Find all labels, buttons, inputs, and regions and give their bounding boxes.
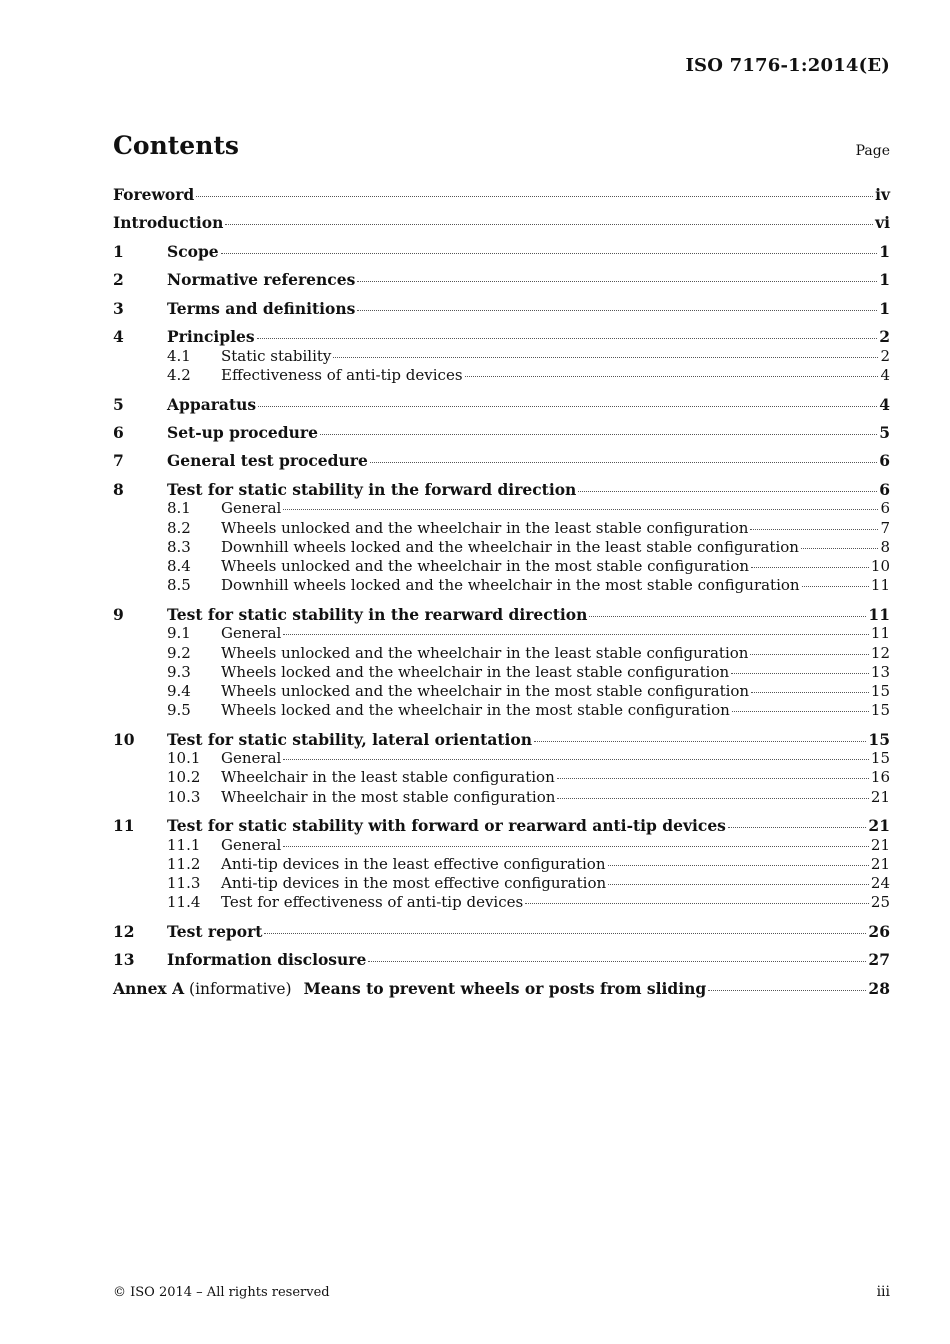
toc-entry-section-11[interactable]: [113, 816, 890, 835]
toc-entry-number: 7: [113, 451, 124, 471]
page-column-label: Page: [855, 143, 890, 159]
dot-leader: [258, 406, 877, 407]
toc-entry-section-6[interactable]: [113, 423, 890, 442]
dot-leader: [589, 616, 866, 617]
toc-entry-number: 10.3: [167, 787, 201, 806]
toc-entry-section-11-4[interactable]: [113, 893, 890, 912]
toc-entry-page: 21: [870, 854, 890, 873]
table-of-contents: [113, 185, 890, 999]
toc-entry-section-11-1[interactable]: [113, 836, 890, 855]
toc-entry-number: 8.3: [167, 537, 191, 556]
annex-kind-text: (informative): [189, 979, 292, 998]
toc-entry-label: Test for static stability in the rearward direction: [167, 604, 588, 624]
toc-entry-number: 11.1: [167, 835, 201, 854]
toc-entry-label: Wheels unlocked and the wheelchair in the most stable configuration: [221, 557, 750, 576]
toc-entry-label: General: [221, 749, 282, 768]
toc-entry-label: Apparatus: [167, 394, 257, 414]
toc-entry-page: 15: [870, 701, 890, 720]
toc-entry-section-4[interactable]: [113, 327, 890, 346]
toc-entry-section-9-1[interactable]: [113, 624, 890, 643]
toc-entry-page: 2: [879, 327, 890, 347]
toc-entry-section-8-1[interactable]: [113, 499, 890, 518]
toc-entry-number: 11.4: [167, 893, 201, 912]
toc-entry-number: 9.3: [167, 662, 191, 681]
footer-copyright: © ISO 2014 – All rights reserved: [113, 1285, 330, 1300]
toc-entry-page: 6: [879, 451, 890, 471]
dot-leader: [732, 711, 869, 712]
dot-leader: [225, 224, 873, 225]
toc-entry-label: General test procedure: [167, 451, 368, 471]
dot-leader: [750, 529, 878, 530]
toc-entry-label: General: [221, 499, 282, 518]
dot-leader: [557, 778, 869, 779]
toc-entry-section-12[interactable]: [113, 922, 890, 941]
toc-entry-page: 4: [879, 394, 890, 414]
toc-entry-label: Wheels unlocked and the wheelchair in the least stable configuration: [221, 518, 749, 537]
toc-entry-label: Information disclosure: [167, 950, 367, 970]
toc-entry-page: 11: [870, 576, 890, 595]
toc-entry-number: 4: [113, 327, 124, 347]
toc-entry-label: Terms and definitions: [167, 298, 356, 318]
toc-entry-label: Means to prevent wheels or posts from sliding: [303, 978, 707, 998]
toc-entry-section-9-2[interactable]: [113, 644, 890, 663]
toc-entry-number: 3: [113, 298, 124, 318]
dot-leader: [221, 253, 878, 254]
toc-entry-number: 10.1: [167, 749, 201, 768]
toc-entry-page: 21: [868, 816, 890, 836]
toc-entry-section-9[interactable]: [113, 605, 890, 624]
toc-entry-label: Test for static stability in the forward direction: [167, 479, 577, 499]
toc-entry-section-8[interactable]: [113, 480, 890, 499]
toc-entry-foreword[interactable]: [113, 185, 890, 204]
dot-leader: [578, 491, 877, 492]
toc-entry-label: Introduction: [113, 213, 224, 233]
dot-leader: [196, 196, 873, 197]
toc-entry-page: 21: [870, 787, 890, 806]
toc-entry-label: Wheelchair in the least stable configuration: [221, 768, 555, 787]
toc-entry-page: 27: [868, 950, 890, 970]
toc-entry-page: 8: [880, 537, 890, 556]
toc-entry-label: Test for static stability, lateral orientation: [167, 729, 533, 749]
toc-entry-label: Anti-tip devices in the most effective configuration: [221, 874, 607, 893]
dot-leader: [801, 548, 879, 549]
footer-page-number: iii: [876, 1284, 890, 1300]
toc-entry-page: 21: [870, 835, 890, 854]
toc-entry-section-9-5[interactable]: [113, 701, 890, 720]
toc-entry-page: 2: [880, 346, 890, 365]
dot-leader: [370, 462, 877, 463]
toc-entry-number: 9.2: [167, 643, 191, 662]
toc-entry-label: Test report: [167, 921, 263, 941]
toc-entry-label: Test for static stability with forward or rearward anti-tip devices: [167, 816, 726, 836]
toc-entry-page: vi: [875, 213, 890, 233]
toc-entry-section-7[interactable]: [113, 451, 890, 470]
dot-leader: [264, 933, 866, 934]
toc-entry-label: Test for effectiveness of anti-tip devices: [221, 893, 524, 912]
toc-entry-section-4-1[interactable]: [113, 347, 890, 366]
toc-entry-page: 10: [870, 557, 890, 576]
toc-entry-label: Downhill wheels locked and the wheelchair in the most stable configuration: [221, 576, 800, 595]
toc-entry-label: General: [221, 624, 282, 643]
toc-entry-label: Scope: [167, 241, 219, 261]
dot-leader: [283, 846, 869, 847]
toc-entry-section-8-5[interactable]: [113, 576, 890, 595]
dot-leader: [357, 310, 877, 311]
toc-entry-label: Wheels locked and the wheelchair in the least stable configuration: [221, 662, 730, 681]
dot-leader: [731, 673, 869, 674]
toc-entry-label: Wheels unlocked and the wheelchair in the most stable configuration: [221, 682, 750, 701]
toc-entry-page: 1: [879, 270, 890, 290]
dot-leader: [534, 741, 866, 742]
toc-entry-number: 12: [113, 921, 135, 941]
toc-entry-number: 9: [113, 604, 124, 624]
document-id: ISO 7176-1:2014(E): [685, 55, 890, 76]
toc-entry-page: 4: [880, 366, 890, 385]
toc-entry-section-9-4[interactable]: [113, 682, 890, 701]
toc-entry-number: 8.5: [167, 576, 191, 595]
dot-leader: [333, 357, 878, 358]
toc-entry-page: 1: [879, 241, 890, 261]
toc-entry-number: 6: [113, 422, 124, 442]
toc-entry-page: 26: [868, 921, 890, 941]
toc-entry-page: 12: [870, 643, 890, 662]
toc-entry-page: 15: [868, 729, 890, 749]
toc-entry-number: 9.1: [167, 624, 191, 643]
dot-leader: [608, 865, 869, 866]
toc-entry-number: 10.2: [167, 768, 201, 787]
toc-entry-page: 11: [868, 604, 890, 624]
dot-leader: [557, 798, 869, 799]
toc-entry-label: Wheels locked and the wheelchair in the most stable configuration: [221, 701, 730, 720]
toc-entry-section-8-4[interactable]: [113, 557, 890, 576]
toc-entry-number: 9.5: [167, 701, 191, 720]
toc-entry-page: 6: [879, 479, 890, 499]
toc-entry-number: 4.2: [167, 366, 191, 385]
toc-entry-section-2[interactable]: [113, 270, 890, 289]
page-title: Contents: [113, 131, 240, 160]
toc-entry-section-9-3[interactable]: [113, 663, 890, 682]
toc-entry-label: Foreword: [113, 185, 195, 204]
toc-entry-label: Downhill wheels locked and the wheelchair in the least stable configuration: [221, 537, 799, 556]
toc-entry-number: 2: [113, 270, 124, 290]
toc-entry-section-3[interactable]: [113, 299, 890, 318]
toc-entry-number: 9.4: [167, 682, 191, 701]
toc-entry-page: 16: [870, 768, 890, 787]
toc-entry-page: 15: [870, 749, 890, 768]
toc-entry-page: iv: [875, 185, 890, 204]
toc-entry-label: Wheels unlocked and the wheelchair in the least stable configuration: [221, 643, 749, 662]
dot-leader: [802, 586, 869, 587]
toc-entry-page: 15: [870, 682, 890, 701]
toc-entry-section-13[interactable]: [113, 950, 890, 969]
toc-entry-page: 13: [870, 662, 890, 681]
toc-entry-page: 24: [870, 874, 890, 893]
toc-entry-number: 11.3: [167, 874, 201, 893]
dot-leader: [357, 281, 877, 282]
toc-entry-section-4-2[interactable]: [113, 366, 890, 385]
toc-entry-section-10[interactable]: [113, 730, 890, 749]
toc-entry-page: 1: [879, 298, 890, 318]
toc-entry-number: 8.1: [167, 499, 191, 518]
dot-leader: [608, 884, 869, 885]
toc-entry-number: 13: [113, 950, 135, 970]
toc-entry-section-5[interactable]: [113, 395, 890, 414]
dot-leader: [525, 903, 869, 904]
toc-entry-label: Normative references: [167, 270, 356, 290]
dot-leader: [368, 961, 866, 962]
toc-entry-number: 5: [113, 394, 124, 414]
toc-entry-page: 25: [870, 893, 890, 912]
toc-entry-section-8-2[interactable]: [113, 519, 890, 538]
toc-entry-section-1[interactable]: [113, 242, 890, 261]
dot-leader: [708, 990, 866, 991]
annex-prefix: Annex A: [113, 978, 185, 998]
toc-entry-label: Static stability: [221, 346, 332, 365]
dot-leader: [283, 509, 878, 510]
toc-entry-section-10-1[interactable]: [113, 749, 890, 768]
toc-entry-page: 11: [870, 624, 890, 643]
toc-entry-introduction[interactable]: [113, 213, 890, 232]
toc-entry-page: 6: [880, 499, 890, 518]
toc-entry-section-11-2[interactable]: [113, 855, 890, 874]
toc-entry-label: Principles: [167, 327, 255, 347]
dot-leader: [283, 634, 869, 635]
toc-entry-number: 11.2: [167, 854, 201, 873]
toc-entry-page: 7: [880, 518, 890, 537]
dot-leader: [257, 338, 878, 339]
toc-entry-section-8-3[interactable]: [113, 538, 890, 557]
dot-leader: [751, 567, 869, 568]
dot-leader: [320, 434, 877, 435]
toc-entry-page: 28: [868, 978, 890, 998]
toc-entry-page: 5: [879, 422, 890, 442]
toc-entry-label: Wheelchair in the most stable configuration: [221, 787, 556, 806]
toc-entry-number: 10: [113, 729, 135, 749]
dot-leader: [750, 654, 868, 655]
toc-entry-number: 8: [113, 479, 124, 499]
toc-entry-number: 1: [113, 241, 124, 261]
toc-entry-section-10-3[interactable]: [113, 788, 890, 807]
toc-entry-number: 8.4: [167, 557, 191, 576]
toc-entry-number: 4.1: [167, 346, 191, 365]
dot-leader: [465, 376, 879, 377]
toc-entry-label: Set-up procedure: [167, 422, 318, 442]
toc-entry-number: 11: [113, 816, 135, 836]
toc-entry-number: 8.2: [167, 518, 191, 537]
dot-leader: [751, 692, 869, 693]
dot-leader: [283, 759, 869, 760]
annex-kind: [184, 980, 292, 999]
toc-entry-section-10-2[interactable]: [113, 768, 890, 787]
toc-entry-section-11-3[interactable]: [113, 874, 890, 893]
toc-entry-label: Effectiveness of anti-tip devices: [221, 366, 463, 385]
dot-leader: [728, 827, 867, 828]
toc-entry-label: Anti-tip devices in the least effective configuration: [221, 854, 606, 873]
toc-entry-label: General: [221, 835, 282, 854]
toc-entry-annex-a[interactable]: [113, 979, 890, 999]
